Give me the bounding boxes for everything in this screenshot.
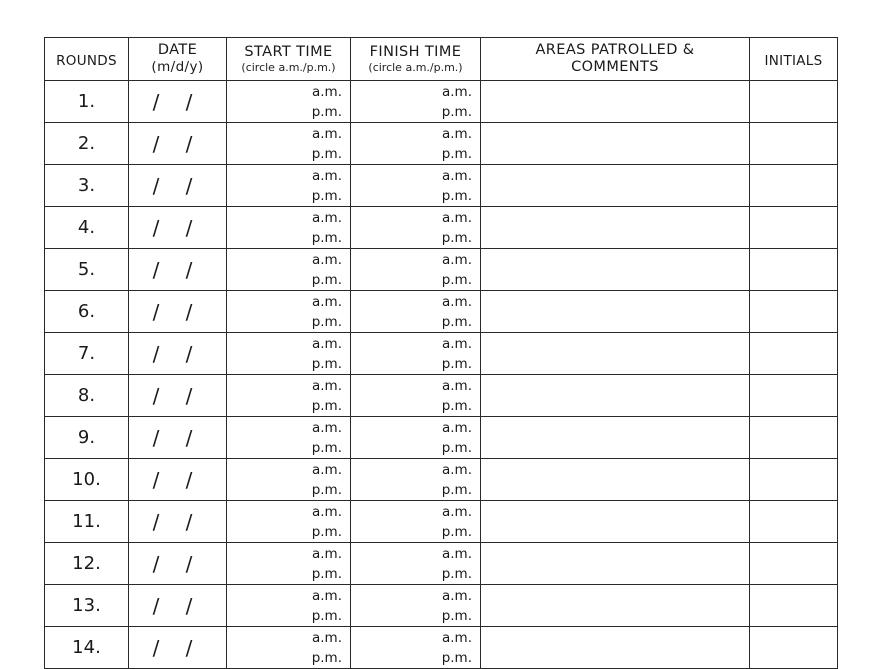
initials-header: [750, 38, 838, 81]
initials-field[interactable]: [750, 123, 838, 165]
initials-field[interactable]: [750, 333, 838, 375]
start-pm-option[interactable]: p.m.: [311, 313, 342, 330]
finish-am-option[interactable]: a.m.: [441, 377, 472, 394]
rounds-header-label: ROUNDS: [56, 52, 117, 69]
table-row: [45, 123, 838, 165]
areas-comments-field[interactable]: [481, 249, 750, 291]
start-pm-option[interactable]: p.m.: [311, 481, 342, 498]
finish-am-option[interactable]: a.m.: [441, 629, 472, 646]
table-row: [45, 501, 838, 543]
finish-am-option[interactable]: a.m.: [441, 335, 472, 352]
start-pm-option[interactable]: p.m.: [311, 187, 342, 204]
start-am-option[interactable]: a.m.: [311, 83, 342, 100]
round-number: 12.: [45, 543, 129, 585]
start-pm-option[interactable]: p.m.: [311, 607, 342, 624]
areas-comments-field[interactable]: [481, 543, 750, 585]
initials-field[interactable]: [750, 585, 838, 627]
finish-time-field[interactable]: [351, 585, 481, 627]
finish-am-option[interactable]: a.m.: [441, 167, 472, 184]
date-field[interactable]: / /: [129, 165, 227, 207]
finish-time-header-hint: (circle a.m./p.m.): [368, 61, 463, 74]
finish-time-header-label: FINISH TIME: [369, 44, 462, 60]
date-field[interactable]: / /: [129, 291, 227, 333]
finish-time-field[interactable]: [351, 207, 481, 249]
areas-comments-field[interactable]: [481, 375, 750, 417]
finish-pm-option[interactable]: p.m.: [441, 649, 472, 666]
table-row: [45, 81, 838, 123]
date-header-format: (m/d/y): [151, 59, 204, 75]
initials-field[interactable]: [750, 501, 838, 543]
finish-pm-option[interactable]: p.m.: [441, 103, 472, 120]
start-time-field[interactable]: [227, 207, 351, 249]
areas-header: [481, 38, 750, 81]
initials-field[interactable]: [750, 543, 838, 585]
finish-time-field[interactable]: [351, 165, 481, 207]
table-row: [45, 585, 838, 627]
start-am-option[interactable]: a.m.: [311, 251, 342, 268]
finish-time-field[interactable]: [351, 333, 481, 375]
table-row: [45, 249, 838, 291]
start-time-field[interactable]: [227, 585, 351, 627]
finish-pm-option[interactable]: p.m.: [441, 271, 472, 288]
round-number: 3.: [45, 165, 129, 207]
finish-time-field[interactable]: [351, 291, 481, 333]
date-field[interactable]: / /: [129, 459, 227, 501]
start-time-field[interactable]: [227, 375, 351, 417]
start-time-field[interactable]: [227, 291, 351, 333]
finish-time-field[interactable]: [351, 501, 481, 543]
finish-time-field[interactable]: [351, 627, 481, 669]
start-time-field[interactable]: [227, 333, 351, 375]
areas-comments-field[interactable]: [481, 165, 750, 207]
areas-comments-field[interactable]: [481, 207, 750, 249]
start-pm-option[interactable]: p.m.: [311, 397, 342, 414]
finish-time-field[interactable]: [351, 459, 481, 501]
start-am-option[interactable]: a.m.: [311, 419, 342, 436]
finish-pm-option[interactable]: p.m.: [441, 523, 472, 540]
finish-am-option[interactable]: a.m.: [441, 209, 472, 226]
date-field[interactable]: / /: [129, 543, 227, 585]
table-row: [45, 627, 838, 669]
finish-time-header: [351, 38, 481, 81]
round-number: 6.: [45, 291, 129, 333]
start-pm-option[interactable]: p.m.: [311, 229, 342, 246]
start-pm-option[interactable]: p.m.: [311, 439, 342, 456]
date-field[interactable]: / /: [129, 501, 227, 543]
start-time-field[interactable]: [227, 123, 351, 165]
finish-pm-option[interactable]: p.m.: [441, 355, 472, 372]
finish-time-field[interactable]: [351, 249, 481, 291]
finish-pm-option[interactable]: p.m.: [441, 397, 472, 414]
table-row: [45, 375, 838, 417]
finish-am-option[interactable]: a.m.: [441, 251, 472, 268]
start-time-field[interactable]: [227, 81, 351, 123]
finish-time-field[interactable]: [351, 543, 481, 585]
initials-field[interactable]: [750, 459, 838, 501]
start-pm-option[interactable]: p.m.: [311, 523, 342, 540]
round-number: 5.: [45, 249, 129, 291]
finish-pm-option[interactable]: p.m.: [441, 313, 472, 330]
finish-pm-option[interactable]: p.m.: [441, 187, 472, 204]
finish-am-option[interactable]: a.m.: [441, 293, 472, 310]
start-pm-option[interactable]: p.m.: [311, 565, 342, 582]
areas-comments-field[interactable]: [481, 291, 750, 333]
start-am-option[interactable]: a.m.: [311, 125, 342, 142]
date-field[interactable]: / /: [129, 81, 227, 123]
finish-pm-option[interactable]: p.m.: [441, 481, 472, 498]
start-am-option[interactable]: a.m.: [311, 587, 342, 604]
round-number: 11.: [45, 501, 129, 543]
areas-comments-field[interactable]: [481, 417, 750, 459]
header-row: [45, 38, 838, 81]
date-field[interactable]: / /: [129, 585, 227, 627]
table-row: [45, 417, 838, 459]
date-header-label: DATE: [157, 42, 198, 58]
finish-pm-option[interactable]: p.m.: [441, 229, 472, 246]
round-number: 14.: [45, 627, 129, 669]
areas-comments-field[interactable]: [481, 501, 750, 543]
start-am-option[interactable]: a.m.: [311, 167, 342, 184]
date-field[interactable]: / /: [129, 375, 227, 417]
initials-header-label: INITIALS: [764, 52, 823, 69]
start-am-option[interactable]: a.m.: [311, 209, 342, 226]
start-time-field[interactable]: [227, 627, 351, 669]
finish-am-option[interactable]: a.m.: [441, 587, 472, 604]
areas-comments-field[interactable]: [481, 459, 750, 501]
start-time-field[interactable]: [227, 459, 351, 501]
start-time-field[interactable]: [227, 165, 351, 207]
round-number: 2.: [45, 123, 129, 165]
finish-time-field[interactable]: [351, 375, 481, 417]
finish-time-field[interactable]: [351, 417, 481, 459]
initials-field[interactable]: [750, 375, 838, 417]
finish-am-option[interactable]: a.m.: [441, 545, 472, 562]
start-time-field[interactable]: [227, 543, 351, 585]
initials-field[interactable]: [750, 165, 838, 207]
table-row: [45, 333, 838, 375]
start-time-header: [227, 38, 351, 81]
finish-am-option[interactable]: a.m.: [441, 419, 472, 436]
round-number: 8.: [45, 375, 129, 417]
areas-comments-field[interactable]: [481, 333, 750, 375]
date-field[interactable]: / /: [129, 417, 227, 459]
table-row: [45, 207, 838, 249]
date-header: [129, 38, 227, 81]
start-am-option[interactable]: a.m.: [311, 335, 342, 352]
start-am-option[interactable]: a.m.: [311, 629, 342, 646]
patrol-log-sheet: [44, 37, 838, 669]
finish-am-option[interactable]: a.m.: [441, 125, 472, 142]
log-body: [45, 81, 838, 669]
finish-pm-option[interactable]: p.m.: [441, 607, 472, 624]
date-field[interactable]: / /: [129, 249, 227, 291]
initials-field[interactable]: [750, 627, 838, 669]
initials-field[interactable]: [750, 291, 838, 333]
initials-field[interactable]: [750, 249, 838, 291]
round-number: 4.: [45, 207, 129, 249]
start-am-option[interactable]: a.m.: [311, 293, 342, 310]
initials-field[interactable]: [750, 207, 838, 249]
areas-header-line1: AREAS PATROLLED &: [535, 42, 695, 58]
date-field[interactable]: / /: [129, 207, 227, 249]
start-am-option[interactable]: a.m.: [311, 377, 342, 394]
round-number: 7.: [45, 333, 129, 375]
areas-comments-field[interactable]: [481, 585, 750, 627]
finish-am-option[interactable]: a.m.: [441, 83, 472, 100]
initials-field[interactable]: [750, 81, 838, 123]
start-time-field[interactable]: [227, 501, 351, 543]
finish-pm-option[interactable]: p.m.: [441, 439, 472, 456]
table-row: [45, 543, 838, 585]
start-pm-option[interactable]: p.m.: [311, 355, 342, 372]
round-number: 9.: [45, 417, 129, 459]
table-row: [45, 165, 838, 207]
areas-comments-field[interactable]: [481, 81, 750, 123]
areas-header-line2: COMMENTS: [571, 59, 659, 75]
start-pm-option[interactable]: p.m.: [311, 271, 342, 288]
round-number: 1.: [45, 81, 129, 123]
table-row: [45, 459, 838, 501]
start-pm-option[interactable]: p.m.: [311, 649, 342, 666]
round-number: 13.: [45, 585, 129, 627]
table-row: [45, 291, 838, 333]
areas-comments-field[interactable]: [481, 627, 750, 669]
date-field[interactable]: / /: [129, 627, 227, 669]
patrol-log-table: [44, 37, 838, 669]
round-number: 10.: [45, 459, 129, 501]
start-time-field[interactable]: [227, 249, 351, 291]
start-pm-option[interactable]: p.m.: [311, 103, 342, 120]
finish-am-option[interactable]: a.m.: [441, 503, 472, 520]
start-am-option[interactable]: a.m.: [311, 503, 342, 520]
start-time-field[interactable]: [227, 417, 351, 459]
start-pm-option[interactable]: p.m.: [311, 145, 342, 162]
finish-pm-option[interactable]: p.m.: [441, 565, 472, 582]
finish-am-option[interactable]: a.m.: [441, 461, 472, 478]
start-time-header-hint: (circle a.m./p.m.): [241, 61, 336, 74]
start-am-option[interactable]: a.m.: [311, 461, 342, 478]
initials-field[interactable]: [750, 417, 838, 459]
finish-pm-option[interactable]: p.m.: [441, 145, 472, 162]
rounds-header: [45, 38, 129, 81]
start-time-header-label: START TIME: [244, 44, 333, 60]
date-field[interactable]: / /: [129, 123, 227, 165]
date-field[interactable]: / /: [129, 333, 227, 375]
start-am-option[interactable]: a.m.: [311, 545, 342, 562]
finish-time-field[interactable]: [351, 123, 481, 165]
finish-time-field[interactable]: [351, 81, 481, 123]
areas-comments-field[interactable]: [481, 123, 750, 165]
